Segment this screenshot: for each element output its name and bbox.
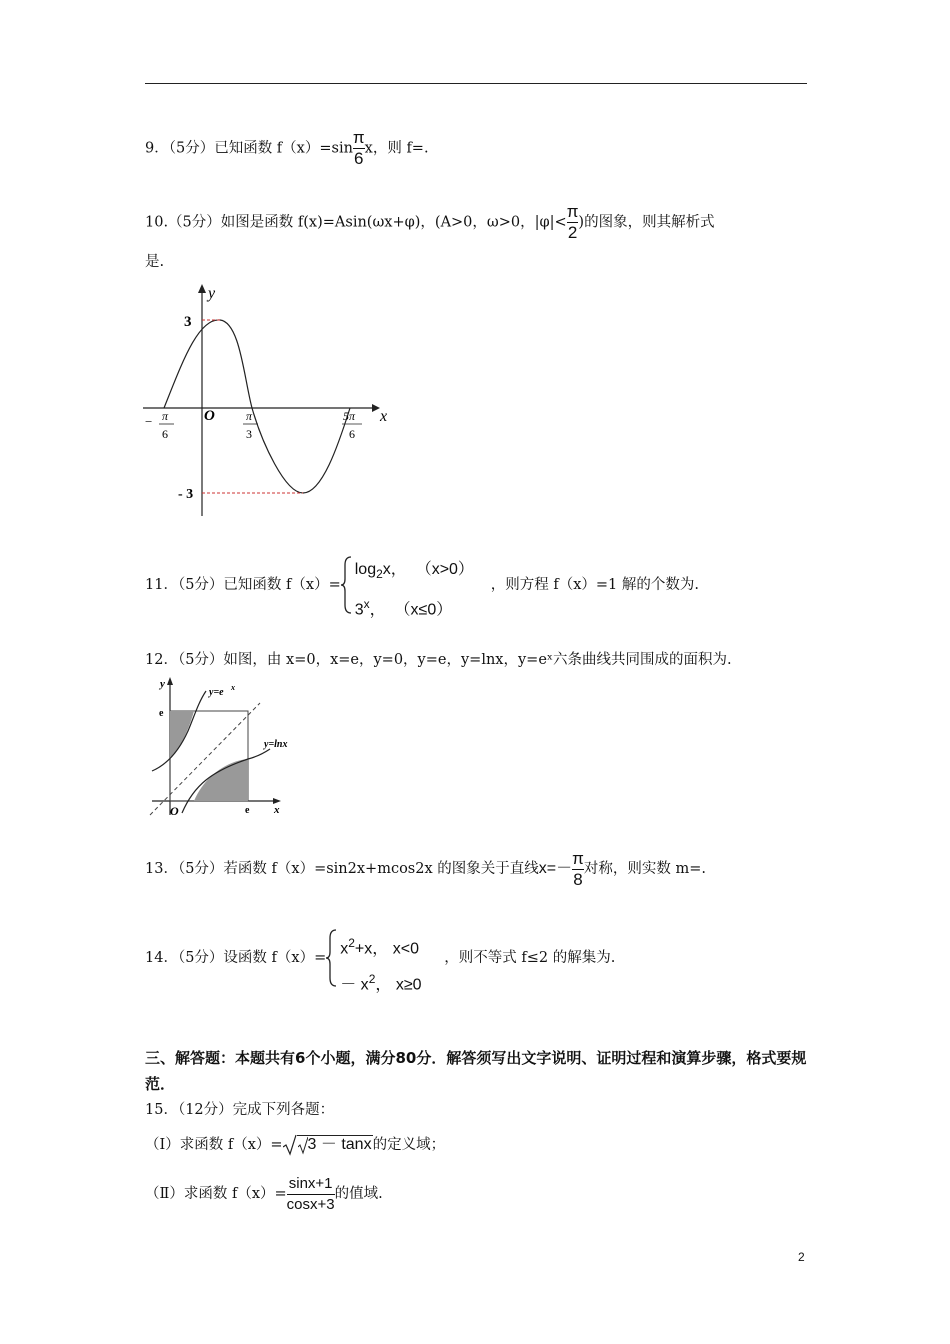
q9-fraction [353, 128, 365, 169]
q11-prefix: 11．（5分）已知函数 f（x）= [145, 577, 341, 593]
g12-x: x [274, 804, 280, 816]
q15-p1-inner: 3 [307, 1136, 317, 1153]
tick2-num: π [246, 409, 253, 423]
q10-prefix: 10.（5分）如图是函数 f(x)=Asin(ωx+φ)，(A>0，ω>0，|φ|< [145, 214, 567, 231]
question-14 [145, 928, 616, 994]
sine-curve [166, 320, 251, 408]
graph-y-max: 3 [184, 314, 192, 330]
x-axis-arrow [372, 404, 380, 412]
g12-curve1-exp: x [231, 683, 235, 692]
q13-frac-num: π [572, 848, 584, 868]
section-heading: 三、解答题：本题共有6个小题，满分80分．解答须写出文字说明、证明过程和演算步骤，格式要规范． [145, 1049, 807, 1093]
q14-piecewise [326, 928, 444, 994]
q15-p1-prefix: （Ⅰ）求函数 f（x）= [145, 1137, 283, 1153]
q14-case2: － x [340, 976, 369, 994]
graph-y-label: y [208, 285, 216, 302]
q15-p2-den: cosx+3 [286, 1195, 335, 1213]
q10-frac-num: π [566, 202, 579, 221]
shade-exp [170, 711, 194, 759]
q11-case1-log: log [354, 561, 377, 578]
q11-case1-var: x， [382, 561, 407, 578]
header-rule [145, 83, 807, 84]
tick1-num: π [162, 409, 169, 423]
sine-graph [140, 278, 400, 523]
shade-ln [194, 759, 248, 801]
sine-wave [164, 320, 350, 493]
tick3-num: 5π [343, 409, 356, 423]
q10-suffix: )的图象，则其解析式 [578, 214, 715, 231]
question-13 [145, 846, 706, 892]
q9-prefix: 9．（5分）已知函数 f（x）=sin [145, 140, 353, 157]
q11-case2-cond: （x≤0） [394, 601, 453, 619]
tick3-den: 6 [349, 427, 355, 441]
q11-case1-cond: （x>0） [415, 561, 474, 578]
q14-case1-exp: 2 [348, 936, 355, 950]
q13-frac-den: 8 [573, 869, 583, 889]
g12-curve2: y=lnx [264, 739, 288, 750]
tick1-sign: − [145, 414, 153, 429]
g12-y: y [160, 678, 165, 690]
q11-piecewise [341, 555, 491, 619]
q14-case2-sep: ， [375, 976, 392, 994]
q11-case2-exp: x [363, 597, 370, 612]
q15-p1-suffix: 的定义域； [372, 1137, 446, 1153]
g12-e-x: e [245, 805, 250, 816]
graph-origin: O [204, 408, 215, 424]
q10-line2: 是. [145, 254, 165, 270]
q13-lhs: x=－ [538, 860, 573, 877]
q15-p2-prefix: （Ⅱ）求函数 f（x）= [145, 1186, 287, 1202]
q15-p2-num: sinx+1 [287, 1174, 335, 1195]
q9-suffix: x，则 f=. [364, 140, 429, 157]
q10-fraction [567, 202, 579, 243]
q15-p2-suffix: 的值域. [334, 1186, 383, 1202]
question-12: 12．（5分）如图，由 x=0，x=e，y=0，y=e，y=lnx，y=eˣ六条曲线共同围成的面积为. [145, 652, 732, 668]
q9-frac-den: 6 [354, 149, 364, 168]
q14-case1: x [340, 940, 349, 958]
q13-fraction [572, 849, 584, 890]
q14-case1-cond: x<0 [392, 940, 419, 958]
question-10 [145, 202, 715, 243]
q14-case2-cond: x≥0 [395, 976, 422, 994]
q15-p1-sqrt [283, 1130, 373, 1160]
q10-frac-den: 2 [567, 223, 578, 242]
question-9 [145, 128, 429, 169]
q13-prefix: 13．（5分）若函数 f（x）=sin2x+mcos2x 的图象关于直线 [145, 861, 539, 877]
q15-p1-rest: － tanx [320, 1136, 372, 1153]
tick2-den: 3 [246, 427, 252, 441]
q11-case1-sub: 2 [376, 567, 383, 582]
q11-suffix: ，则方程 f（x）=1 解的个数为. [490, 577, 699, 593]
graph-x-label: x [380, 408, 388, 425]
page-number: 2 [798, 1250, 805, 1264]
q15-part1 [145, 1130, 445, 1160]
graph-y-min: - 3 [178, 487, 194, 502]
tick1-den: 6 [162, 427, 168, 441]
q15-part2 [145, 1172, 383, 1216]
q13-suffix: 对称，则实数 m=. [583, 861, 706, 877]
g12-e-y: e [159, 708, 164, 719]
q15-title: 15．（12分）完成下列各题： [145, 1102, 335, 1118]
area-graph [142, 673, 292, 818]
q15-p2-fraction [287, 1174, 335, 1215]
y-axis-arrow [198, 284, 206, 293]
q14-case2-exp: 2 [368, 972, 376, 987]
g12-origin: O [170, 804, 179, 818]
q14-prefix: 14．（5分）设函数 f（x）= [145, 950, 327, 966]
q9-frac-num: π [352, 128, 365, 147]
q14-case1-rest: +x， [354, 940, 389, 958]
q14-suffix: ，则不等式 f≤2 的解集为. [444, 950, 616, 966]
q11-case2-base: 3 [354, 601, 364, 619]
q11-case2-sep: ， [369, 601, 386, 619]
question-11 [145, 555, 699, 619]
g12-curve1: y=e [209, 687, 224, 698]
